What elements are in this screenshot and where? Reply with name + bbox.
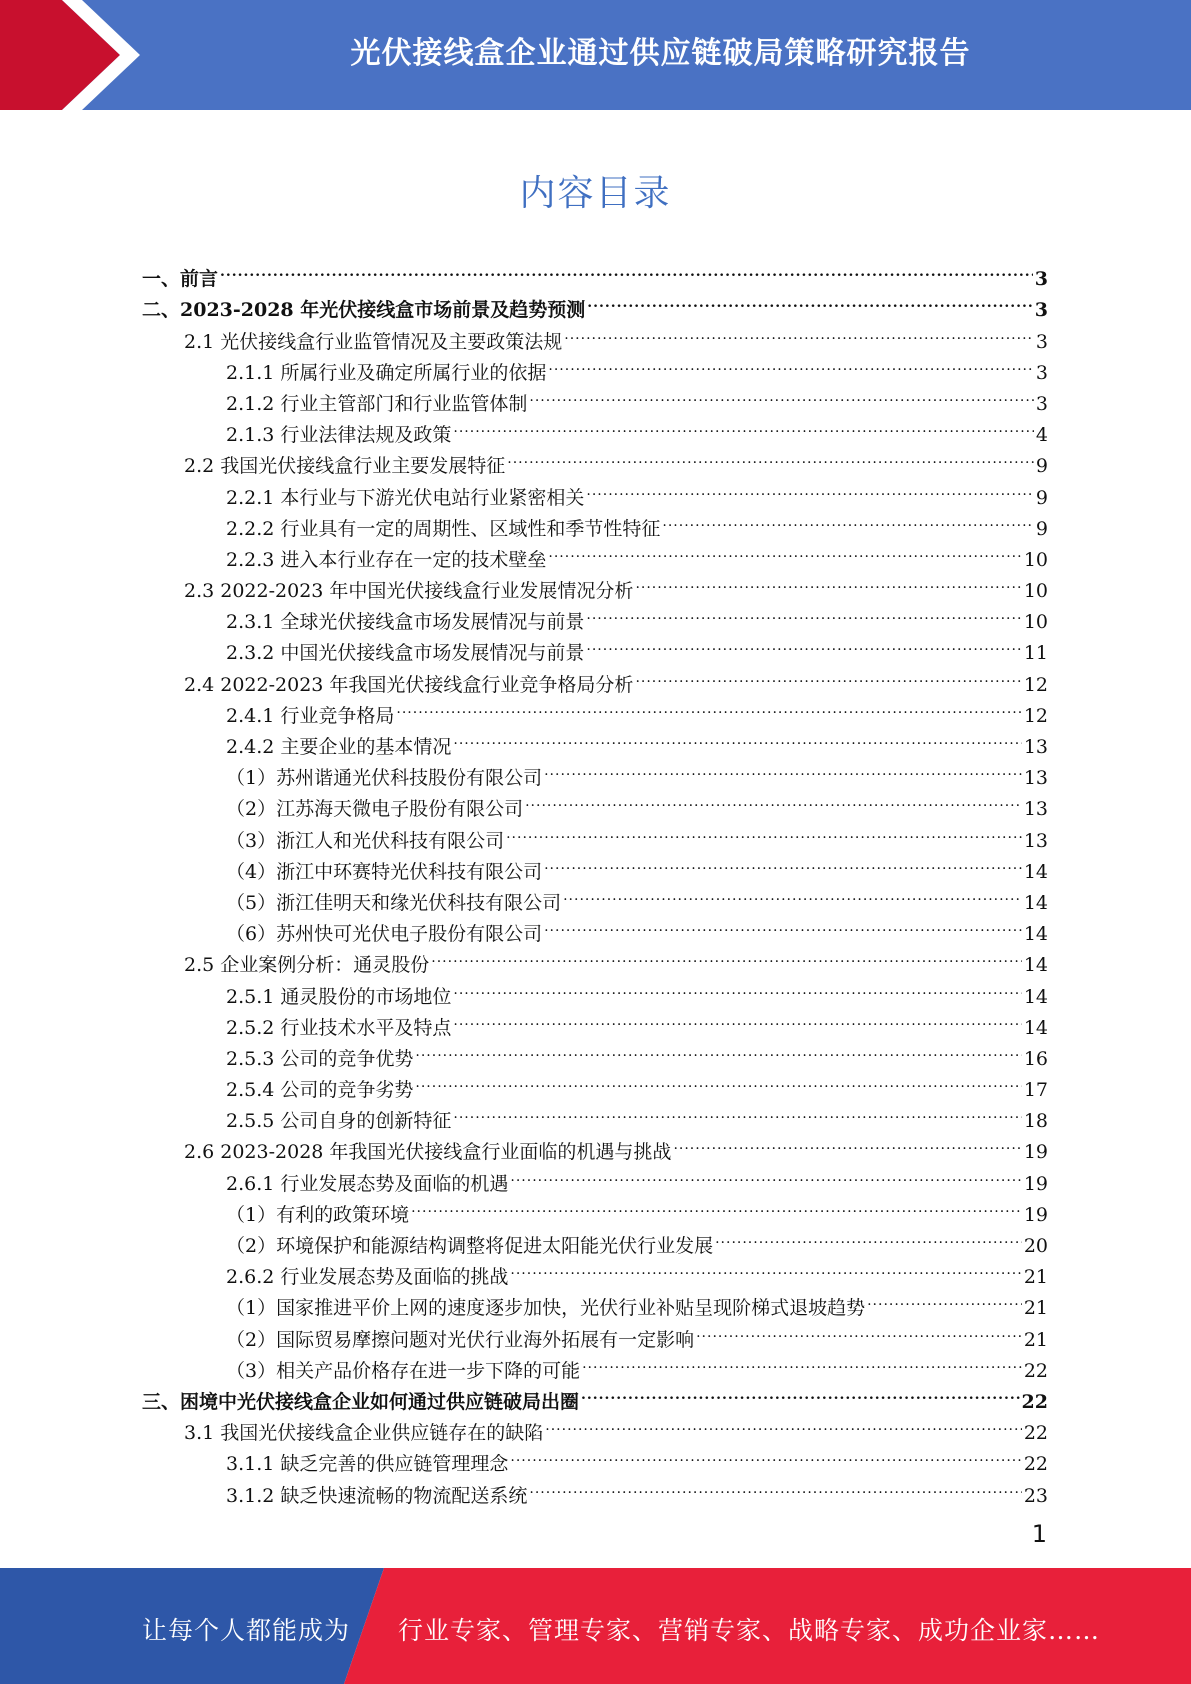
toc-entry-page: 10 <box>1023 580 1048 603</box>
toc-dot-leader <box>510 1158 1021 1189</box>
toc-dot-leader <box>529 379 1034 410</box>
toc-dot-leader <box>586 472 1034 503</box>
toc-entry-page: 14 <box>1023 954 1048 977</box>
toc-entry-page: 21 <box>1023 1328 1048 1351</box>
toc-entry-page: 3 <box>1035 392 1048 415</box>
toc-dot-leader <box>453 1096 1021 1127</box>
toc-entry-title: 2.3.1 全球光伏接线盒市场发展情况与前景 <box>226 611 585 634</box>
toc-dot-leader <box>548 348 1034 379</box>
toc-entry-page: 22 <box>1023 1422 1048 1445</box>
toc-entry-title: 2.5.5 公司自身的创新特征 <box>226 1110 452 1133</box>
toc-dot-leader <box>525 784 1022 815</box>
page-number: 1 <box>1031 1520 1047 1548</box>
toc-dot-leader <box>544 753 1022 784</box>
toc-dot-leader <box>587 285 1033 316</box>
toc-dot-leader <box>415 1034 1021 1065</box>
toc-entry-page: 16 <box>1023 1047 1048 1070</box>
toc-dot-leader <box>635 566 1021 597</box>
footer-slogan-right: 行业专家、管理专家、营销专家、战略专家、成功企业家…… <box>398 1616 1101 1645</box>
toc-entry-page: 19 <box>1023 1203 1048 1226</box>
toc-entry-title: 三、困境中光伏接线盒企业如何通过供应链破局出圈 <box>142 1390 580 1413</box>
toc-entry-page: 9 <box>1035 486 1048 509</box>
toc-entry-page: 13 <box>1023 736 1048 758</box>
table-of-contents <box>142 254 1048 1507</box>
toc-entry-title: 2.3 2022-2023 年中国光伏接线盒行业发展情况分析 <box>184 580 634 603</box>
toc-dot-leader <box>506 815 1022 846</box>
toc-entry[interactable] <box>142 285 1048 322</box>
toc-dot-leader <box>411 1190 1022 1221</box>
toc-dot-leader <box>696 1314 1022 1345</box>
toc-dot-leader <box>396 691 1021 722</box>
toc-entry-page: 10 <box>1023 548 1048 571</box>
toc-dot-leader <box>545 1408 1022 1439</box>
toc-dot-leader <box>415 1065 1021 1096</box>
toc-entry-title: 2.2.2 行业具有一定的周期性、区域性和季节性特征 <box>226 517 661 540</box>
toc-dot-leader <box>548 535 1021 566</box>
toc-dot-leader <box>635 659 1021 690</box>
toc-entry-title: 一、前言 <box>142 268 219 291</box>
toc-entry-page: 22 <box>1021 1390 1048 1413</box>
toc-entry-page: 9 <box>1035 455 1048 478</box>
toc-dot-leader <box>431 940 1022 971</box>
toc-entry-title: 3.1.2 缺乏快速流畅的物流配送系统 <box>226 1484 528 1507</box>
toc-entry-page: 18 <box>1023 1110 1048 1133</box>
toc-entry-title: （1）有利的政策环境 <box>226 1203 410 1226</box>
toc-dot-leader <box>867 1283 1022 1314</box>
toc-entry-page: 3 <box>1034 299 1048 322</box>
toc-entry-page: 14 <box>1023 860 1048 883</box>
toc-entry-page: 17 <box>1023 1079 1048 1102</box>
toc-entry-title: 2.1.1 所属行业及确定所属行业的依据 <box>226 361 547 384</box>
toc-entry-title: 二、2023-2028 年光伏接线盒市场前景及趋势预测 <box>142 299 586 322</box>
toc-dot-leader <box>510 1439 1021 1470</box>
toc-entry-title: 3.1 我国光伏接线盒企业供应链存在的缺陷 <box>184 1422 544 1445</box>
toc-entry-title: 2.1 光伏接线盒行业监管情况及主要政策法规 <box>184 330 563 353</box>
toc-dot-leader <box>564 316 1034 347</box>
toc-entry-title: 2.4 2022-2023 年我国光伏接线盒行业竞争格局分析 <box>184 673 634 696</box>
toc-dot-leader <box>544 847 1022 878</box>
footer-slogan-left: 让每个人都能成为 <box>142 1616 351 1645</box>
toc-entry-page: 22 <box>1023 1453 1048 1476</box>
toc-entry-title: 2.4.2 主要企业的基本情况 <box>226 736 452 758</box>
toc-entry-page: 3 <box>1035 361 1048 384</box>
toc-entry-title: （5）浙江佳明天和缘光伏科技有限公司 <box>226 891 562 914</box>
toc-entry-page: 22 <box>1023 1359 1048 1382</box>
toc-entry-title: （1）国家推进平价上网的速度逐步加快，光伏行业补贴呈现阶梯式退坡趋势 <box>226 1297 866 1320</box>
toc-entry-title: 2.5.4 公司的竞争劣势 <box>226 1079 414 1102</box>
toc-dot-leader <box>586 597 1021 628</box>
toc-entry-title: 2.6.2 行业发展态势及面临的挑战 <box>226 1266 509 1289</box>
toc-entry-title: 2.6 2023-2028 年我国光伏接线盒行业面临的机遇与挑战 <box>184 1141 672 1164</box>
toc-entry-title: （4）浙江中环赛特光伏科技有限公司 <box>226 860 543 883</box>
toc-entry-title: 2.6.1 行业发展态势及面临的机遇 <box>226 1172 509 1195</box>
toc-dot-leader <box>453 1003 1021 1034</box>
toc-entry-title: （1）苏州谐通光伏科技股份有限公司 <box>226 767 543 790</box>
toc-dot-leader <box>582 1346 1022 1377</box>
toc-entry[interactable] <box>142 254 1048 291</box>
toc-entry-title: （2）环境保护和能源结构调整将促进太阳能光伏行业发展 <box>226 1235 714 1257</box>
toc-entry-title: （3）浙江人和光伏科技有限公司 <box>226 829 505 852</box>
toc-entry-page: 19 <box>1023 1141 1048 1164</box>
toc-dot-leader <box>220 254 1033 285</box>
toc-dot-leader <box>453 410 1034 441</box>
toc-dot-leader <box>715 1221 1022 1252</box>
toc-entry-page: 14 <box>1023 891 1048 914</box>
footer-banner <box>0 1568 1191 1684</box>
toc-entry-page: 12 <box>1023 704 1048 727</box>
toc-entry-title: 3.1.1 缺乏完善的供应链管理理念 <box>226 1453 509 1476</box>
toc-entry-title: 2.3.2 中国光伏接线盒市场发展情况与前景 <box>226 642 585 665</box>
toc-entry-page: 3 <box>1034 268 1048 291</box>
toc-entry-title: 2.5.3 公司的竞争优势 <box>226 1047 414 1070</box>
toc-entry-title: 2.2.3 进入本行业存在一定的技术壁垒 <box>226 548 547 571</box>
header-banner <box>0 0 1191 110</box>
toc-entry-title: （6）苏州快可光伏电子股份有限公司 <box>226 923 543 946</box>
toc-entry-title: 2.5.1 通灵股份的市场地位 <box>226 985 452 1008</box>
toc-entry-page: 20 <box>1023 1235 1048 1257</box>
toc-heading: 内容目录 <box>519 173 672 214</box>
toc-entry-page: 13 <box>1023 798 1048 821</box>
toc-dot-leader <box>563 878 1022 909</box>
toc-entry-page: 9 <box>1035 517 1048 540</box>
toc-entry-title: （3）相关产品价格存在进一步下降的可能 <box>226 1359 581 1382</box>
toc-entry-page: 13 <box>1023 829 1048 852</box>
toc-entry-title: 2.1.3 行业法律法规及政策 <box>226 424 452 447</box>
toc-entry-page: 12 <box>1023 673 1048 696</box>
toc-entry-page: 10 <box>1023 611 1048 634</box>
toc-entry-title: 2.4.1 行业竞争格局 <box>226 704 395 727</box>
toc-dot-leader <box>453 722 1021 753</box>
toc-dot-leader <box>507 441 1034 472</box>
toc-entry-page: 13 <box>1023 767 1048 790</box>
report-title: 光伏接线盒企业通过供应链破局策略研究报告 <box>350 36 971 71</box>
toc-dot-leader <box>662 504 1034 535</box>
toc-dot-leader <box>529 1470 1021 1501</box>
toc-entry-page: 11 <box>1023 642 1048 665</box>
toc-entry-title: 2.5 企业案例分析：通灵股份 <box>184 954 430 977</box>
toc-entry-title: （2）国际贸易摩擦问题对光伏行业海外拓展有一定影响 <box>226 1328 695 1351</box>
toc-dot-leader <box>581 1377 1020 1408</box>
toc-entry-page: 23 <box>1023 1484 1048 1507</box>
toc-entry-page: 19 <box>1023 1172 1048 1195</box>
toc-entry-page: 14 <box>1023 1016 1048 1039</box>
toc-entry-page: 14 <box>1023 923 1048 946</box>
toc-entry-page: 14 <box>1023 985 1048 1008</box>
toc-dot-leader <box>544 909 1022 940</box>
toc-entry-title: 2.2.1 本行业与下游光伏电站行业紧密相关 <box>226 486 585 509</box>
toc-entry-title: （2）江苏海天微电子股份有限公司 <box>226 798 524 821</box>
toc-entry-title: 2.1.2 行业主管部门和行业监管体制 <box>226 392 528 415</box>
toc-dot-leader <box>673 1127 1021 1158</box>
toc-entry-title: 2.5.2 行业技术水平及特点 <box>226 1016 452 1039</box>
toc-dot-leader <box>510 1252 1021 1283</box>
toc-entry-title: 2.2 我国光伏接线盒行业主要发展特征 <box>184 455 506 478</box>
toc-entry-page: 4 <box>1035 424 1048 447</box>
toc-entry-page: 3 <box>1035 330 1048 353</box>
toc-dot-leader <box>453 971 1021 1002</box>
toc-dot-leader <box>586 628 1021 659</box>
toc-entry-page: 21 <box>1023 1297 1048 1320</box>
toc-entry-page: 21 <box>1023 1266 1048 1289</box>
